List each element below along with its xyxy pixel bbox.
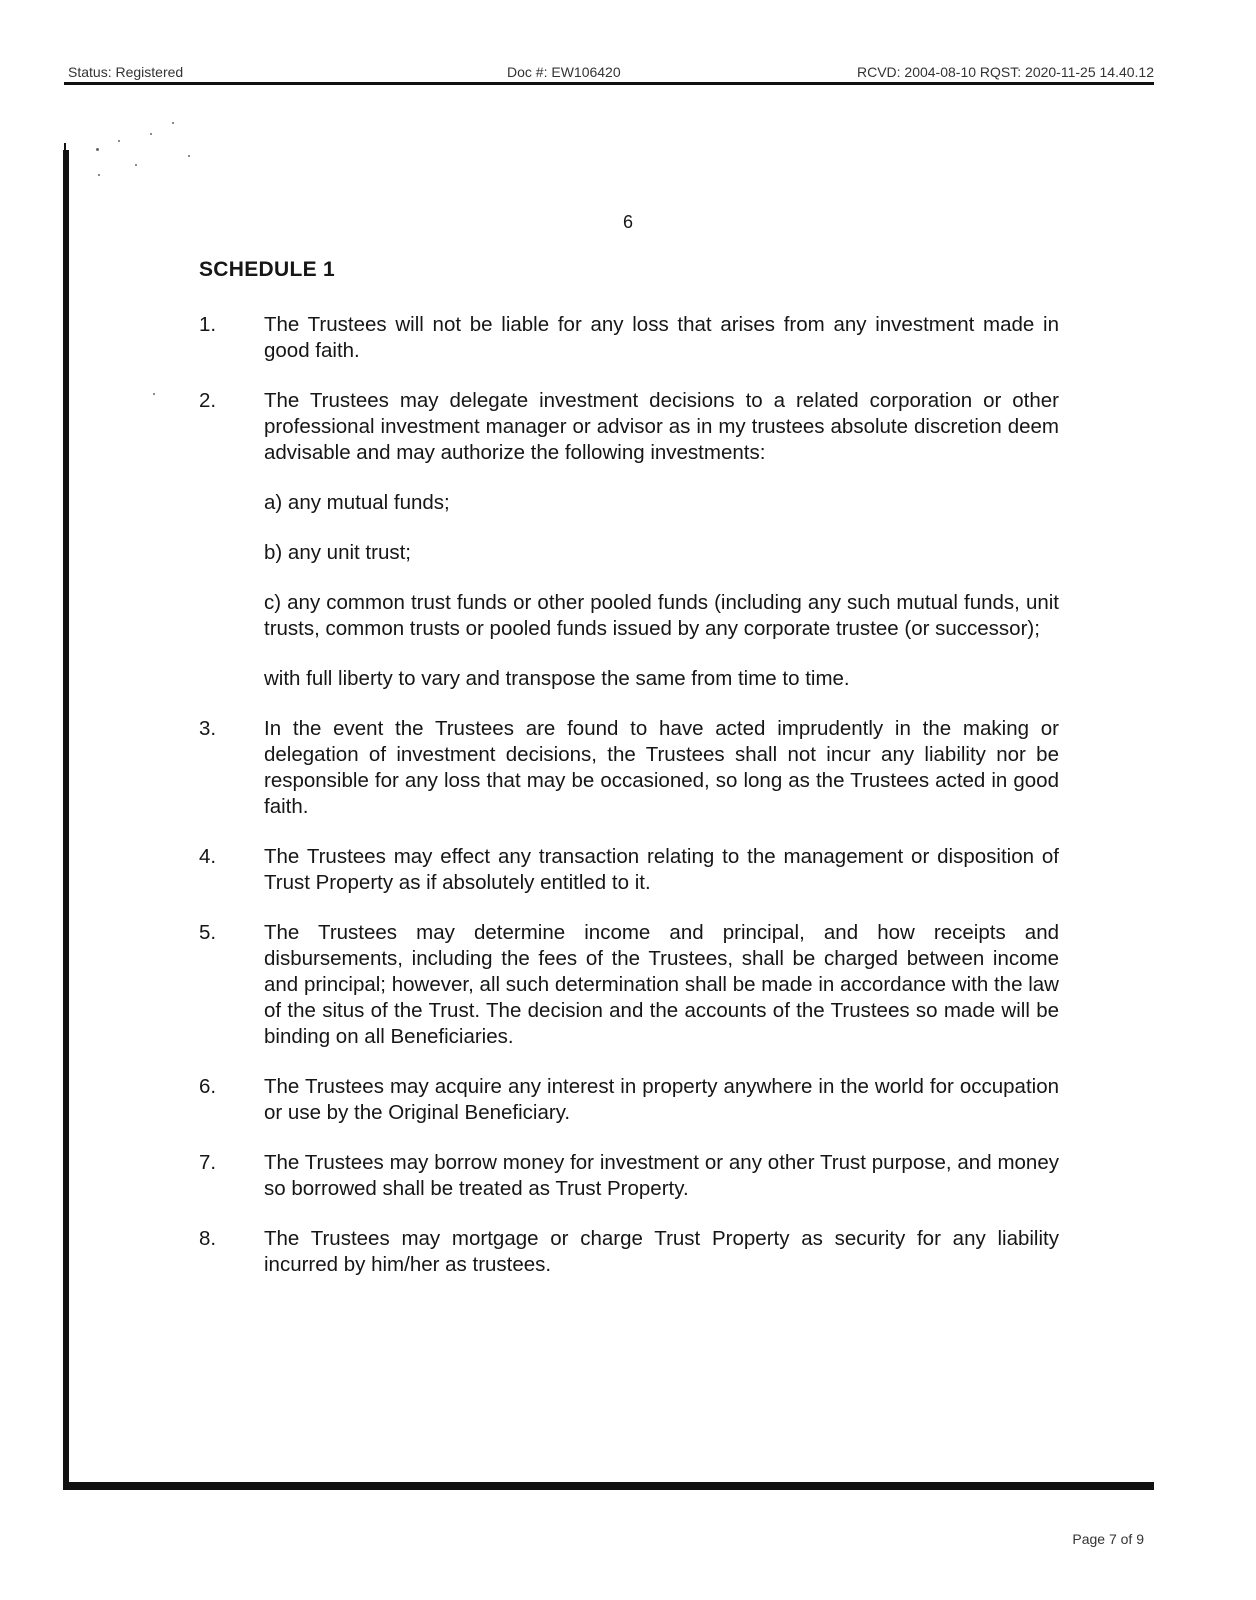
- item-number: 8.: [199, 1227, 217, 1250]
- schedule-body: [199, 312, 1059, 1302]
- schedule-item-3: [199, 716, 1059, 820]
- subitem-a: a) any mutual funds;: [264, 491, 450, 514]
- schedule-item-2: [199, 388, 1059, 466]
- scan-speck: [172, 122, 174, 124]
- schedule-item-7: [199, 1150, 1059, 1202]
- scan-speck: [153, 393, 155, 395]
- item-text: The Trustees will not be liable for any loss that arises from any investment made in good faith.: [264, 313, 1059, 362]
- schedule-item-8: [199, 1226, 1059, 1278]
- item-text: The Trustees may determine income and principal, and how receipts and disbursements, including the fees of the Trustees, shall be charged between income and principal; however, all such determination shall be made in accordance with the law of the situs of the Trust. The decision and the accounts of the Trustees so made will be binding on all Beneficiaries.: [264, 921, 1059, 1048]
- schedule-item-1: [199, 312, 1059, 364]
- scan-speck: [118, 140, 120, 142]
- item-text: The Trustees may borrow money for investment or any other Trust purpose, and money so borrowed shall be treated as Trust Property.: [264, 1151, 1059, 1200]
- item-text: The Trustees may mortgage or charge Trust Property as security for any liability incurred by him/her as trustees.: [264, 1227, 1059, 1276]
- scan-speck: [150, 133, 152, 135]
- item-text: The Trustees may acquire any interest in property anywhere in the world for occupation or use by the Original Beneficiary.: [264, 1075, 1059, 1124]
- item-number: 1.: [199, 313, 217, 336]
- page-footer: Page 7 of 9: [1072, 1531, 1144, 1547]
- bottom-rule: [63, 1482, 1154, 1490]
- item-text: In the event the Trustees are found to have acted imprudently in the making or delegation of investment decisions, the Trustees shall not incur any liability nor be responsible for any loss that may be occasioned, so long as the Trustees acted in good faith.: [264, 717, 1059, 818]
- left-margin-bar: [63, 150, 69, 1490]
- document-number: Doc #: EW106420: [507, 64, 621, 80]
- schedule-item-4: [199, 844, 1059, 896]
- item-number: 7.: [199, 1151, 217, 1174]
- schedule-item-5: [199, 920, 1059, 1050]
- scan-speck: [98, 174, 100, 176]
- item-number: 4.: [199, 845, 217, 868]
- scan-speck: [188, 155, 190, 157]
- item-text: The Trustees may effect any transaction relating to the management or disposition of Trust Property as if absolutely entitled to it.: [264, 845, 1059, 894]
- schedule-title: SCHEDULE 1: [199, 258, 336, 281]
- item-number: 6.: [199, 1075, 217, 1098]
- item-number: 3.: [199, 717, 217, 740]
- page-number: 6: [622, 212, 633, 232]
- status-label: Status: Registered: [68, 64, 184, 80]
- scan-speck: [135, 164, 137, 166]
- received-request-stamp: RCVD: 2004-08-10 RQST: 2020-11-25 14.40.12: [856, 64, 1154, 80]
- item-number: 5.: [199, 921, 217, 944]
- item-text: The Trustees may delegate investment decisions to a related corporation or other professional investment manager or advisor as in my trustees absolute discretion deem advisable and may authorize the following investments:: [264, 389, 1059, 464]
- subitem-b: b) any unit trust;: [264, 541, 411, 564]
- schedule-item-6: [199, 1074, 1059, 1126]
- header-rule: [64, 82, 1154, 85]
- item-number: 2.: [199, 389, 217, 412]
- scan-speck: [96, 148, 99, 151]
- subitem-c: c) any common trust funds or other pooled funds (including any such mutual funds, unit trusts, common trusts or pooled funds issued by any corporate trustee (or successor);: [264, 591, 1059, 640]
- subitem-closing: with full liberty to vary and transpose the same from time to time.: [264, 667, 850, 690]
